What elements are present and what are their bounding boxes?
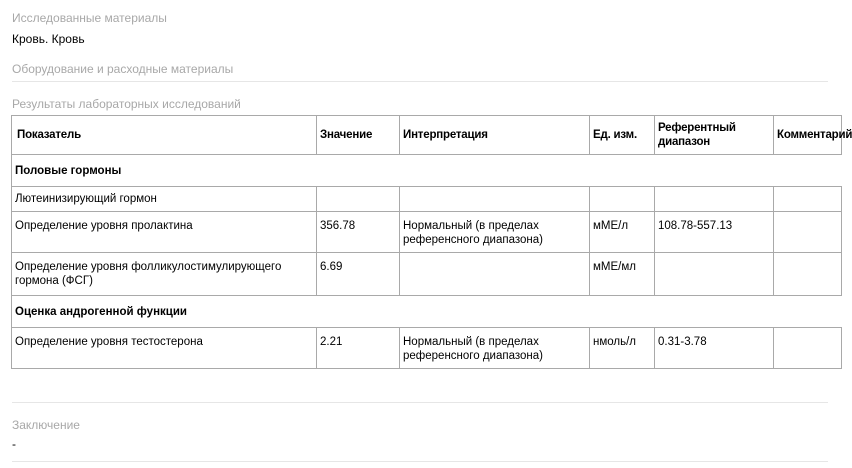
table-row xyxy=(12,328,842,369)
table-group-row xyxy=(12,296,842,328)
cell-unit xyxy=(590,187,655,212)
divider xyxy=(12,461,828,462)
results-table xyxy=(11,115,852,369)
cell-unit: нмоль/л xyxy=(590,328,655,369)
cell-unit: мМЕ/мл xyxy=(590,253,655,296)
column-header-value: Значение xyxy=(317,116,400,155)
group-title: Оценка андрогенной функции xyxy=(12,296,842,328)
cell-unit: мМЕ/л xyxy=(590,212,655,253)
cell-value xyxy=(317,187,400,212)
equipment-label: Оборудование и расходные материалы xyxy=(12,62,234,76)
conclusion-label: Заключение xyxy=(12,418,80,432)
cell-comment xyxy=(774,253,842,296)
cell-interpretation: Нормальный (в пределах референсного диапазона) xyxy=(400,328,590,369)
results-label: Результаты лабораторных исследований xyxy=(12,97,241,111)
cell-name: Определение уровня пролактина xyxy=(12,212,317,253)
cell-comment xyxy=(774,212,842,253)
column-header-comment: Комментарий xyxy=(774,116,842,155)
table-row xyxy=(12,212,842,253)
divider xyxy=(12,81,828,82)
column-header-interpretation: Интерпретация xyxy=(400,116,590,155)
divider xyxy=(12,402,828,403)
cell-name: Определение уровня фолликулостимулирующего гормона (ФСГ) xyxy=(12,253,317,296)
table-group-row xyxy=(12,155,842,187)
cell-range: 108.78-557.13 xyxy=(655,212,774,253)
column-header-name: Показатель xyxy=(12,116,317,155)
cell-range xyxy=(655,187,774,212)
cell-value: 6.69 xyxy=(317,253,400,296)
cell-value: 356.78 xyxy=(317,212,400,253)
cell-comment xyxy=(774,328,842,369)
materials-value: Кровь. Кровь xyxy=(12,32,85,46)
cell-interpretation: Нормальный (в пределах референсного диапазона) xyxy=(400,212,590,253)
cell-range xyxy=(655,253,774,296)
conclusion-value: - xyxy=(12,437,16,451)
cell-interpretation xyxy=(400,253,590,296)
table-row xyxy=(12,187,842,212)
column-header-unit: Ед. изм. xyxy=(590,116,655,155)
cell-value: 2.21 xyxy=(317,328,400,369)
cell-interpretation xyxy=(400,187,590,212)
table-header-row xyxy=(12,116,842,155)
cell-name: Лютеинизирующий гормон xyxy=(12,187,317,212)
materials-label: Исследованные материалы xyxy=(12,11,167,25)
cell-range: 0.31-3.78 xyxy=(655,328,774,369)
table-row xyxy=(12,253,842,296)
cell-name: Определение уровня тестостерона xyxy=(12,328,317,369)
column-header-range: Референтный диапазон xyxy=(655,116,774,155)
cell-comment xyxy=(774,187,842,212)
group-title: Половые гормоны xyxy=(12,155,842,187)
